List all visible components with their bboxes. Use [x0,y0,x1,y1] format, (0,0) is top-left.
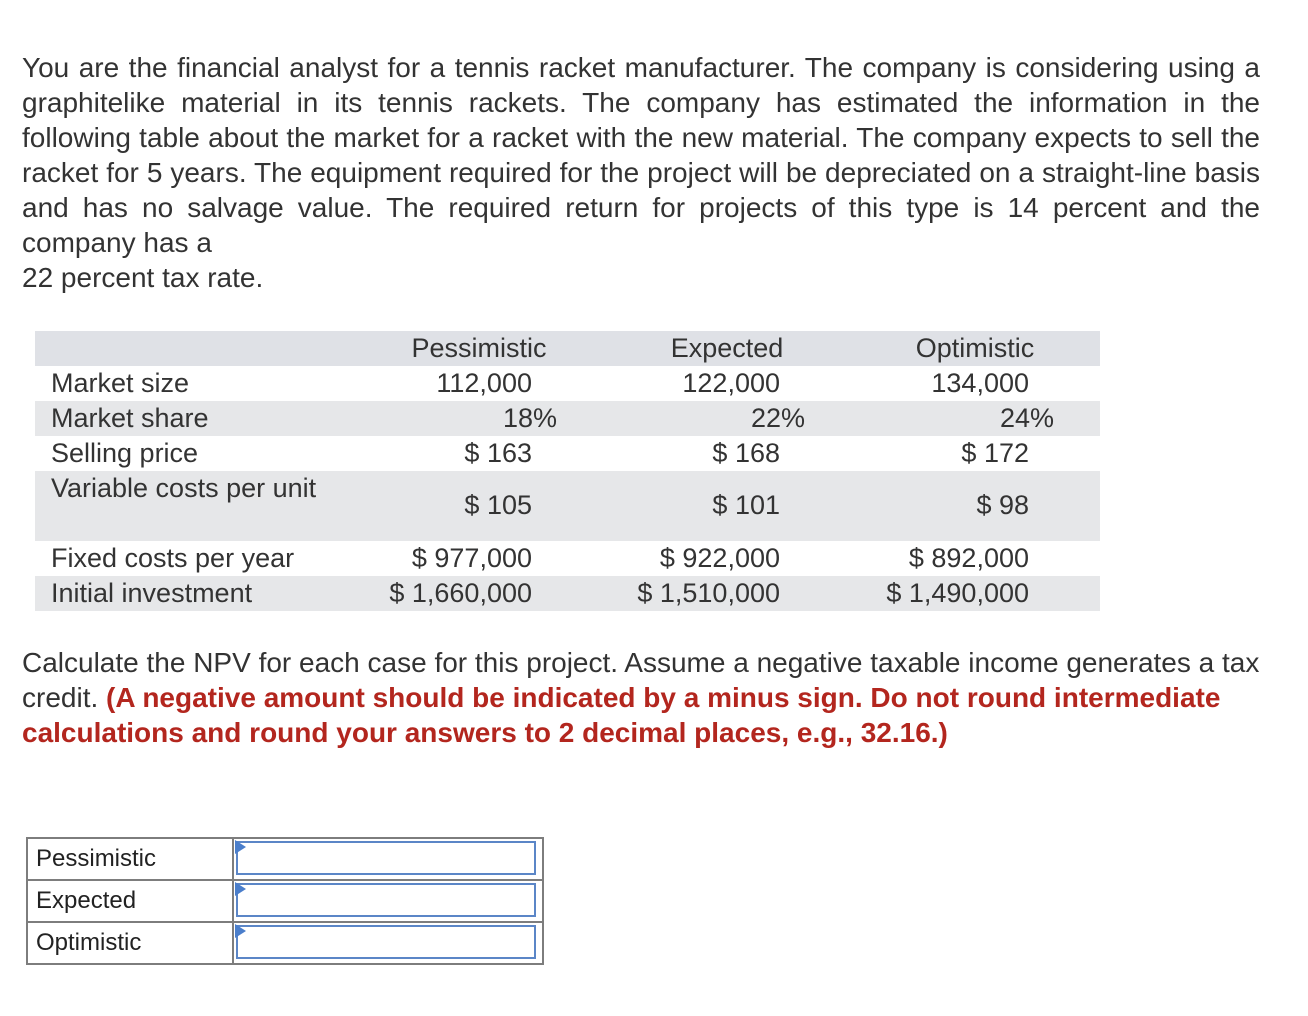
row-label: Initial investment [51,578,253,608]
cell-optimistic: 134,000 [931,368,1029,398]
row-label: Selling price [51,438,199,468]
question-text: Calculate the NPV for each case for this project. Assume a negative taxable income generates a tax credit. [22,647,1260,713]
answer-label: Expected [27,880,233,922]
answer-row-pessimistic [27,838,543,880]
header-expected: Expected [670,333,784,363]
cell-expected: $ 168 [712,438,780,468]
table-header-row [35,331,1100,366]
npv-expected-input[interactable] [236,883,536,917]
cell-pessimistic: $ 1,660,000 [389,578,532,608]
table-row-selling-price [35,436,1100,471]
cell-pessimistic: 18% [502,403,557,433]
table-row-fixed-costs [35,541,1100,576]
table-row-initial-investment [35,576,1100,611]
cell-optimistic: $ 172 [961,438,1029,468]
row-label: Market share [51,403,209,433]
npv-optimistic-input[interactable] [236,925,536,959]
cell-pessimistic: $ 977,000 [411,543,532,573]
answer-row-optimistic [27,922,543,964]
table-row-market-share [35,401,1100,436]
cell-expected: $ 1,510,000 [637,578,780,608]
question-prompt [22,645,1272,750]
cell-pessimistic: 112,000 [436,368,532,398]
cell-pessimistic: $ 163 [464,438,532,468]
scenario-table [35,331,1100,611]
answer-label: Optimistic [27,922,233,964]
problem-text-last-line: 22 percent tax rate. [22,262,264,293]
answer-cell [233,880,543,922]
cell-optimistic: $ 892,000 [908,543,1029,573]
answer-cell [233,838,543,880]
cell-expected: 122,000 [682,368,780,398]
problem-text: You are the financial analyst for a tennis racket manufacturer. The company is considering using a graphitelike material in its tennis rackets. The company has estimated the information in the following table about the market for a racket with the new material. The company expects to sell the racket for 5 years. The equipment required for the project will be depreciated on a straight-line basis and has no salvage value. The required return for projects of this type is 14 percent and the company has a [22,52,1260,258]
npv-pessimistic-input[interactable] [236,841,536,875]
row-label: Fixed costs per year [51,543,295,573]
answer-row-expected [27,880,543,922]
answer-table [26,837,544,965]
cell-pessimistic: $ 105 [464,490,532,520]
cell-expected: $ 922,000 [659,543,780,573]
answer-label: Pessimistic [27,838,233,880]
row-label: Variable costs per unit [51,473,317,503]
header-optimistic: Optimistic [915,333,1035,363]
table-row-market-size [35,366,1100,401]
cell-expected: $ 101 [712,490,780,520]
problem-statement [22,50,1260,295]
cell-optimistic: $ 98 [976,490,1029,520]
header-pessimistic: Pessimistic [411,333,547,363]
answer-instruction: (A negative amount should be indicated by a minus sign. Do not round intermediate calculations and round your answers to 2 decimal places, e.g., 32.16.) [22,682,1221,748]
cell-optimistic: $ 1,490,000 [886,578,1029,608]
table-row-variable-costs [35,471,1100,541]
cell-expected: 22% [750,403,805,433]
answer-cell [233,922,543,964]
cell-optimistic: 24% [999,403,1054,433]
row-label: Market size [51,368,190,398]
